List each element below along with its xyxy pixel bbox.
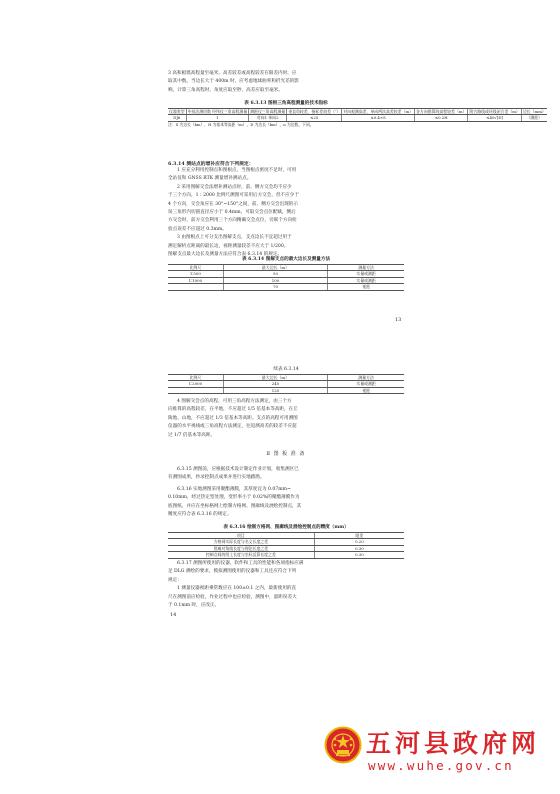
- section-6-3-14: [168, 160, 404, 259]
- table-header-cell: 限差: [314, 533, 404, 539]
- table-cell: 实量或测距: [328, 271, 404, 277]
- site-url-text: www.wuhe.gov.cn: [368, 758, 514, 773]
- upper-page-text: [168, 70, 404, 95]
- table-header-cell: 边长（mm）: [522, 109, 546, 114]
- table-cell: [168, 387, 223, 393]
- table-cell: 视距: [328, 387, 404, 393]
- table-header-cell: 测量方法: [328, 265, 404, 271]
- body-line: 底图纸，并应在坐标格网上绘制方格网、图廓线及展绘控制点，其: [168, 503, 302, 509]
- table-cell: 图廓对角线长度与理论长度之差: [168, 545, 314, 551]
- body-line: 全站仪和 GNSS RTK 测量增补测站点。: [168, 176, 252, 182]
- table-6-3-14: [168, 256, 404, 291]
- body-line: 3 由图根点上可分支出图解支点，支点边长不宜超过用于: [177, 235, 292, 241]
- body-line: 足 DLG 测绘的要求，模拟测图使用的仪器和工具还应符合下列: [168, 569, 297, 575]
- table-header-cell: 最大边长（m）: [223, 265, 327, 271]
- page-number: 13: [395, 317, 402, 323]
- body-line: 验点误差不应超过 0.3mm。: [168, 226, 227, 232]
- table-6-3-16: [168, 524, 404, 559]
- section-title-block: [168, 450, 404, 457]
- table-cell: 50: [223, 271, 327, 277]
- table-cell: 0.20: [314, 539, 404, 545]
- body-line: 向推算的高程较差，在平地，不应超过 1/5 倍基本等高距，在丘: [168, 407, 298, 413]
- body-line: 仪器的水平视线或三角高程方法测定，往返测高差的较差不应超: [168, 424, 297, 430]
- body-line: 0.10mm，经过热定型处理，变形率小于 0.02%的聚酯薄膜作为: [168, 495, 300, 501]
- section-6-3-14-tail: [168, 398, 404, 440]
- page-number: 14: [170, 612, 177, 618]
- intro-line: 取其中数。当边长大于 400m 时，应考虑地球曲率和折光差的影: [168, 79, 299, 85]
- section-6-3-16: [168, 486, 404, 520]
- table-header-cell: 各方向推算的高程较差（m）: [416, 109, 467, 114]
- table-cell: 0.30: [314, 545, 404, 551]
- intro-line: 响，计算三角高程时，角度应取至秒，高差应取至毫米。: [168, 87, 283, 93]
- table-cell: 控制点间的图上长度与坐标反算长度之差: [168, 552, 314, 558]
- table-cell: 240: [223, 381, 327, 387]
- body-line: 6.3.17 测图所使用的仪器、软件和工具的性能和各项指标应满: [177, 561, 304, 566]
- body-line: 陵地、山地，不应超过 1/3 倍基本等高距。支点的高程可用测图: [168, 415, 298, 421]
- table-header-cell: 对向观测高差、单向两次高差较差（m）: [343, 109, 414, 114]
- table-cell: ≤25: [287, 115, 342, 121]
- table-cell: （测距）: [521, 115, 546, 121]
- table-header-cell: 垂直角较差、指标差较差（″）: [288, 109, 341, 114]
- site-name-text: 五河县政府网: [366, 729, 541, 758]
- body-line: 1 应充分利用控制点和图根点，当图根点密度不足时，可用: [177, 168, 297, 173]
- body-line: 有测图成果，抄录控制点成果并进行实地踏勘。: [168, 475, 265, 481]
- table-cell: ≤0.2H: [415, 115, 468, 121]
- table-cell: ≤40√[D]: [468, 115, 521, 121]
- section-6-3-15: [168, 466, 404, 483]
- table-cell: 1∶2000: [168, 381, 223, 387]
- table-cell: 0.30: [314, 552, 404, 558]
- national-emblem-icon: [324, 726, 362, 764]
- body-line: 6.3.16 实地测图采用聚酯薄膜，其厚度宜为 0.07mm~: [177, 487, 291, 492]
- table-cell: 120: [223, 387, 327, 393]
- table-cell: 1: [186, 115, 249, 121]
- table-header-cell: 最大边长（m）: [223, 375, 327, 381]
- body-line: 4 图解交会点的高程，可用三角高程方法测定，由三个方: [177, 399, 292, 404]
- table-caption: 表 6.3.16 绘制方格网、图廓线及展绘控制点的精度（mm）: [223, 525, 349, 530]
- table-header-cell: 附合路线或环线闭合差（m）: [469, 109, 520, 114]
- table-6-3-13: [168, 100, 546, 128]
- table-cell: [168, 284, 223, 290]
- table-cell: 视距: [328, 284, 404, 290]
- intro-line: 3 高和板墙高程量至毫米。高差较差或高程较差在限差内时，应: [168, 71, 297, 76]
- body-line: 6.3.15 测图前，应根据技术设计制定作业计划，收集测区已: [177, 467, 299, 472]
- body-line: 过 1/7 倍基本等高距。: [168, 432, 216, 438]
- body-line: 精度应符合表 6.3.16 的规定。: [168, 512, 232, 518]
- table-cell: 1∶500: [168, 271, 223, 277]
- table-cell: 实量或测距: [328, 277, 404, 283]
- table-header-cell: 测量方法: [328, 375, 404, 381]
- body-line: 4 个方向，交会角应在 30°~150°之间，前、侧方交会出现的示: [168, 201, 298, 207]
- body-line: 方交会时，前方交会利用三个方向精确交会点位，旁联个方向检: [168, 218, 297, 224]
- table-cell: DJ6: [168, 115, 186, 121]
- table-cell: ≤0.4×S: [342, 115, 415, 121]
- body-line: 于三个方向，1∶2000 比例尺测图可采用后方交会，但不应少于: [168, 193, 299, 199]
- body-line: 规定：: [168, 577, 182, 583]
- table-16-grid: [168, 532, 404, 559]
- table-header-cell: 比例尺: [168, 375, 223, 381]
- body-line: 1 测量仪器视距乘常数应在 100±0.1 之内，最新使用的直: [177, 586, 297, 592]
- table-caption: 续表 6.3.14: [273, 367, 299, 372]
- table-cell: 对向1 单向2: [249, 115, 287, 121]
- table-header-cell: 中丝法测回数 经纬仪三角高程测量: [187, 109, 248, 114]
- body-line: 测定解析点距离的最长边，视距测量较差不应大于 1/200。: [168, 243, 289, 249]
- table-note: 注：S 为边长（km），H 为基本等高距（m），D 为边长（km），n 为边数，下同。: [168, 121, 314, 127]
- table-header-cell: 仪器类型: [169, 109, 185, 114]
- body-line: 误三角形内切圆直径应小于 0.4mm，可取交会点位配赋，侧后: [168, 210, 296, 216]
- table-cell: 100: [223, 277, 327, 283]
- section-6-3-17: [168, 560, 404, 610]
- table-14-cont-grid: [168, 374, 404, 394]
- site-watermark: [320, 720, 560, 790]
- table-caption: 表 6.3.14 图解支点的最大边长及测量方法: [241, 257, 331, 262]
- table-caption: 表 6.3.13 图根三角高程测量的技术指标: [244, 101, 328, 106]
- table-cell: 实量或测距: [328, 381, 404, 387]
- table-cell: 1∶1000: [168, 277, 223, 283]
- body-line: 图解支点最大边长及测量方法应符合表 6.3.14 的规定。: [168, 252, 283, 258]
- table-6-3-14-continued: [168, 366, 404, 394]
- body-line: 于 0.1mm 时，应改正。: [168, 603, 220, 609]
- table-cell: 方格网实际长度与名义长度之差: [168, 539, 314, 545]
- table-header-cell: 项目: [168, 533, 314, 539]
- body-line: 尺在测图前应检验，作业过程中也应检验，测图中，量距误差大: [168, 594, 297, 600]
- section-heading: 6.3.14 测站点的增补应符合下列规定：: [168, 161, 254, 167]
- section-title: Ⅱ 图 板 准 备: [266, 451, 306, 457]
- table-14-grid: [168, 264, 404, 291]
- table-header-cell: 比例尺: [168, 265, 223, 271]
- table-header-cell: 测距仪三角高程测量: [250, 109, 286, 114]
- table-cell: 70: [223, 284, 327, 290]
- body-line: 2 采用图解交会法增补测站点时，前、侧方交会均不应少: [177, 184, 292, 190]
- table-13-grid: [168, 108, 547, 122]
